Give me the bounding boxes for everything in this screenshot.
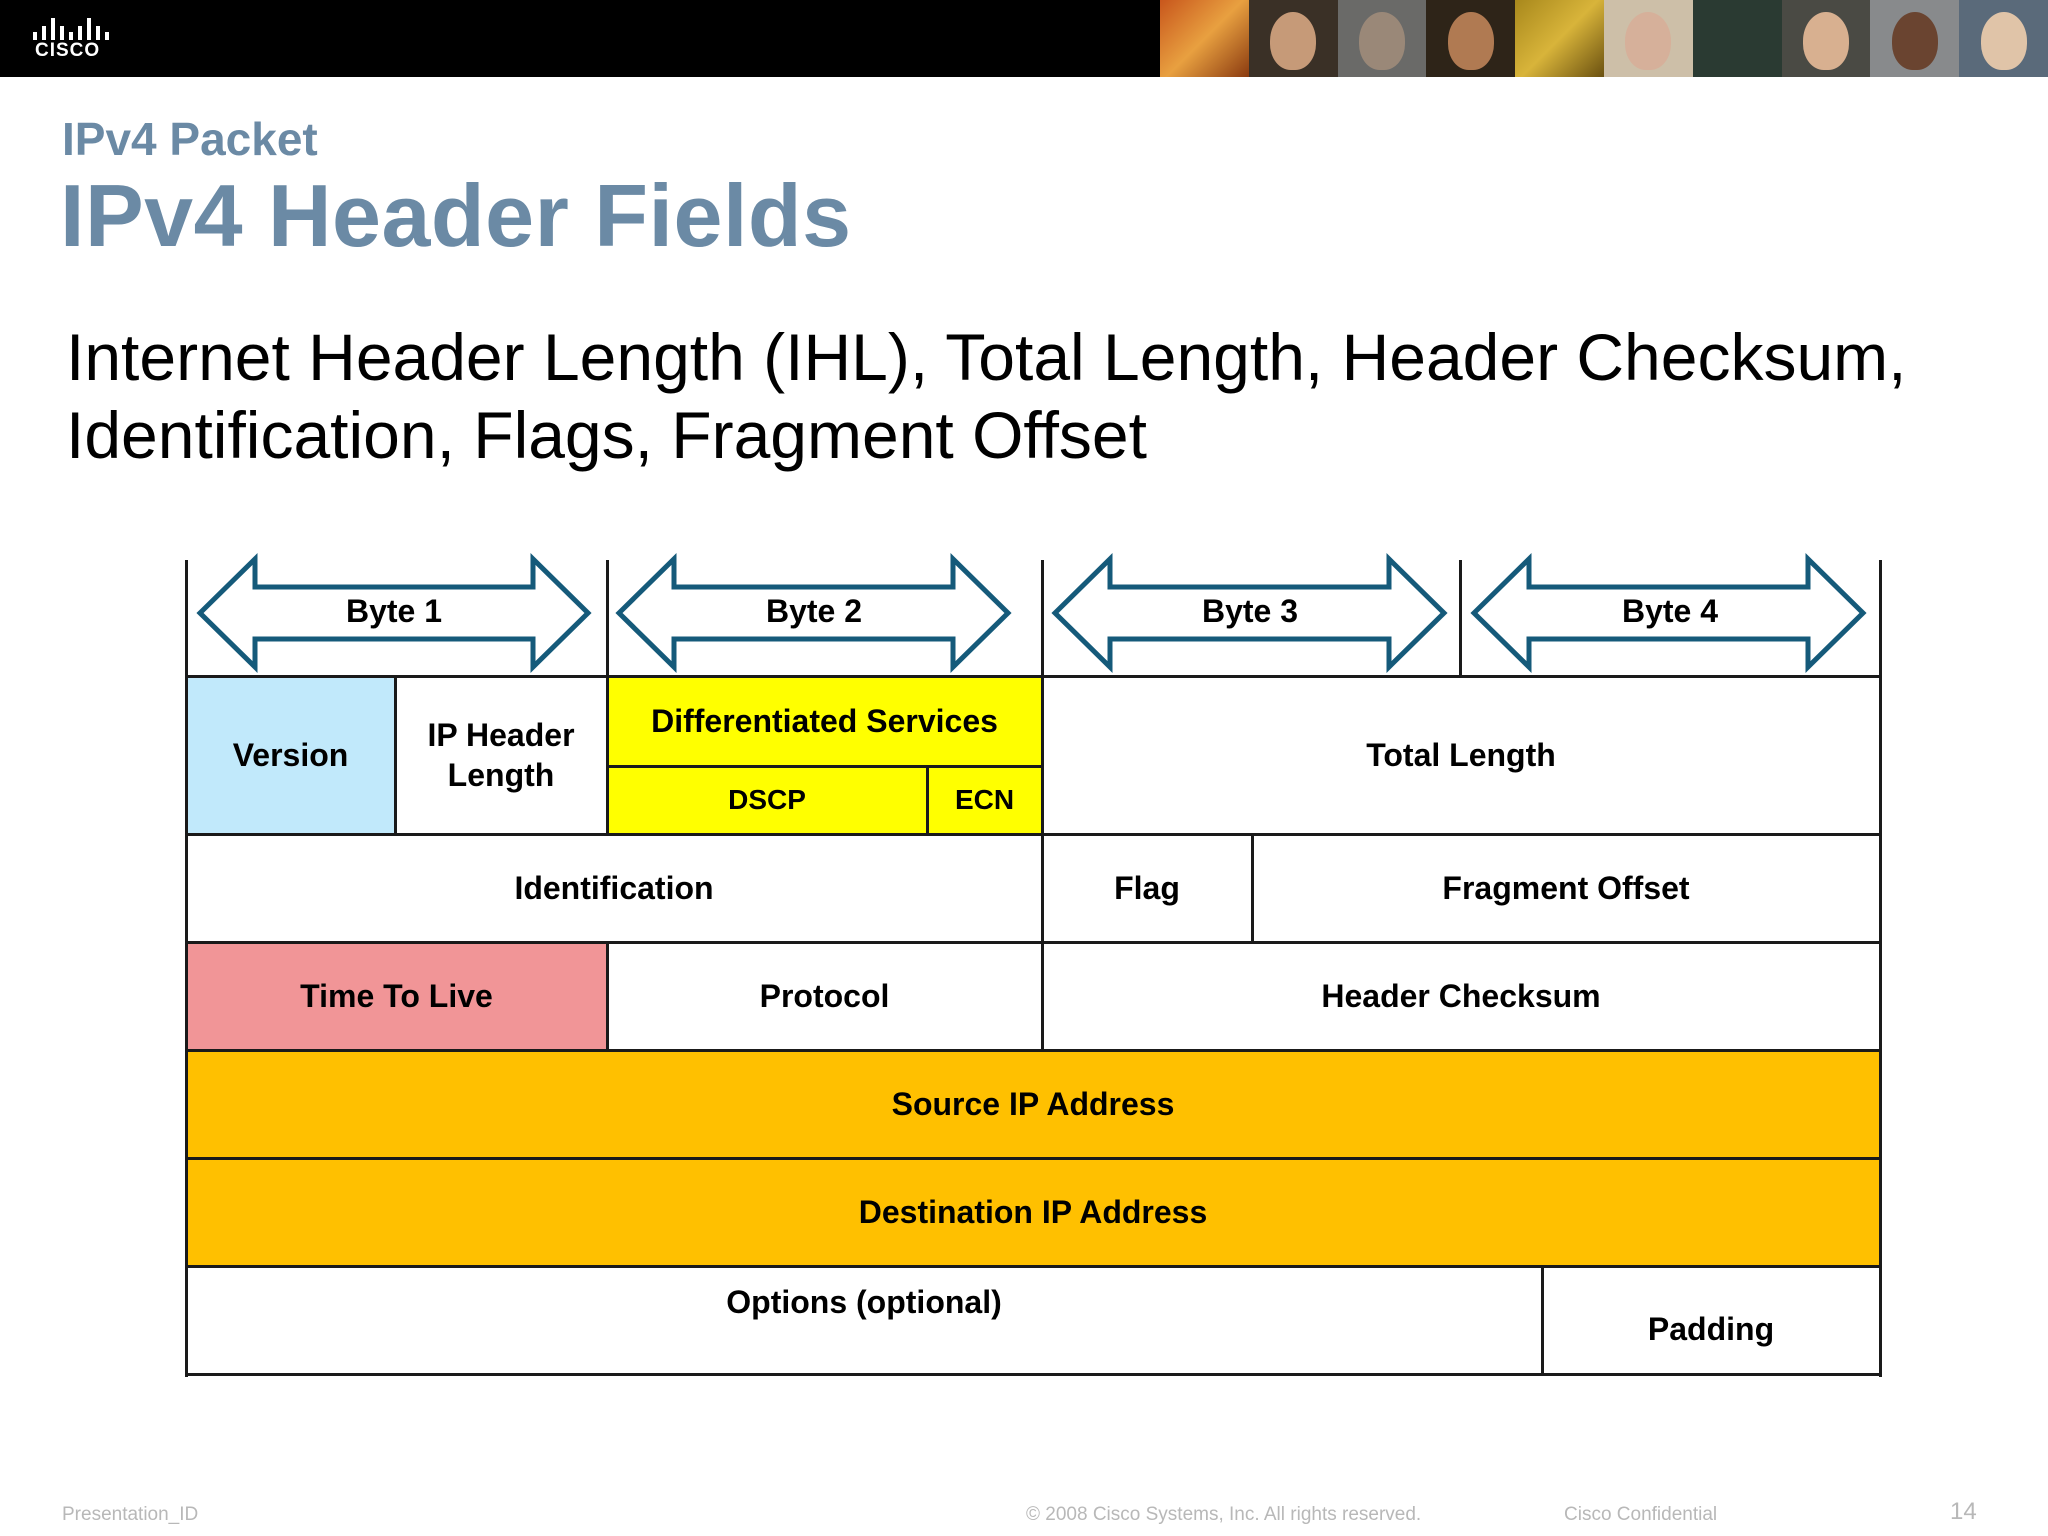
grid-line-horizontal [185, 833, 1882, 836]
grid-line-vertical [606, 676, 609, 835]
byte-label-3: Byte 3 [1201, 593, 1299, 629]
grid-line-vertical [1041, 560, 1044, 677]
grid-line-vertical [1041, 676, 1044, 835]
field-ecn-label: ECN [954, 784, 1015, 815]
field-fragment-offset-label: Fragment Offset [1442, 870, 1690, 906]
body-line: Internet Header Length (IHL), Total Length, Header Checksum, [66, 320, 1907, 394]
field-total-length [1042, 676, 1880, 834]
grid-line-horizontal [185, 1049, 1882, 1052]
field-differentiated-services [607, 676, 1042, 766]
field-destination-ip-address [186, 1158, 1880, 1266]
field-time-to-live [186, 942, 607, 1050]
page-number: 14 [1950, 1498, 1977, 1525]
grid-line-vertical [606, 560, 609, 677]
grid-line-vertical [1041, 834, 1044, 943]
grid-line-vertical [606, 942, 609, 1051]
field-ttl-label: Time To Live [300, 978, 493, 1014]
footer-confidential: Cisco Confidential [1564, 1504, 1718, 1525]
field-header-checksum [1042, 942, 1880, 1050]
field-flag-label: Flag [1114, 870, 1180, 906]
field-options [186, 1266, 1542, 1374]
field-dscp-label: DSCP [728, 784, 806, 815]
field-total-length-label: Total Length [1366, 737, 1556, 773]
grid-line-vertical [1041, 942, 1044, 1051]
field-version [186, 676, 395, 834]
field-source-ip-label: Source IP Address [891, 1086, 1175, 1122]
field-ip-header-length [395, 676, 607, 834]
byte-label-1: Byte 1 [345, 593, 443, 629]
footer-copyright: © 2008 Cisco Systems, Inc. All rights reserved. [1026, 1504, 1422, 1525]
field-destination-ip-label: Destination IP Address [858, 1194, 1208, 1230]
field-ihl-label-line1: IP Header [427, 717, 575, 753]
field-protocol [607, 942, 1042, 1050]
grid-line-horizontal [185, 1265, 1882, 1268]
footer-presentation-id: Presentation_ID [62, 1504, 199, 1525]
grid-line-vertical [926, 766, 929, 835]
field-header-checksum-label: Header Checksum [1321, 978, 1601, 1014]
grid-line-horizontal [185, 675, 1882, 678]
field-source-ip-address [186, 1050, 1880, 1158]
grid-line-horizontal [185, 941, 1882, 944]
field-dscp [607, 766, 927, 834]
field-padding-label: Padding [1647, 1311, 1775, 1347]
grid-line-vertical [1879, 560, 1882, 1377]
grid-line-horizontal [185, 1373, 1882, 1376]
grid-line-horizontal [606, 765, 1044, 768]
body-line: Identification, Flags, Fragment Offset [66, 398, 1147, 472]
slide-title: IPv4 Header Fields [60, 166, 852, 265]
field-flag [1042, 834, 1252, 942]
field-ihl-label-line2: Length [447, 757, 555, 793]
grid-line-vertical [1251, 834, 1254, 943]
grid-line-vertical [394, 676, 397, 835]
slide-subtitle: IPv4 Packet [62, 113, 318, 165]
field-version-label: Version [232, 737, 349, 773]
field-protocol-label: Protocol [759, 978, 890, 1014]
grid-line-vertical [185, 560, 188, 1377]
field-ecn [927, 766, 1042, 834]
field-padding [1542, 1266, 1880, 1374]
field-fragment-offset [1252, 834, 1880, 942]
field-identification [186, 834, 1042, 942]
cisco-logo-text: CISCO [35, 40, 101, 61]
grid-line-vertical [1459, 560, 1462, 677]
grid-line-horizontal [185, 1157, 1882, 1160]
field-diff-services-label: Differentiated Services [651, 703, 998, 739]
byte-label-4: Byte 4 [1621, 593, 1719, 629]
field-identification-label: Identification [514, 870, 714, 906]
byte-label-2: Byte 2 [765, 593, 863, 629]
grid-line-vertical [1541, 1266, 1544, 1375]
field-options-label: Options (optional) [726, 1284, 1002, 1320]
